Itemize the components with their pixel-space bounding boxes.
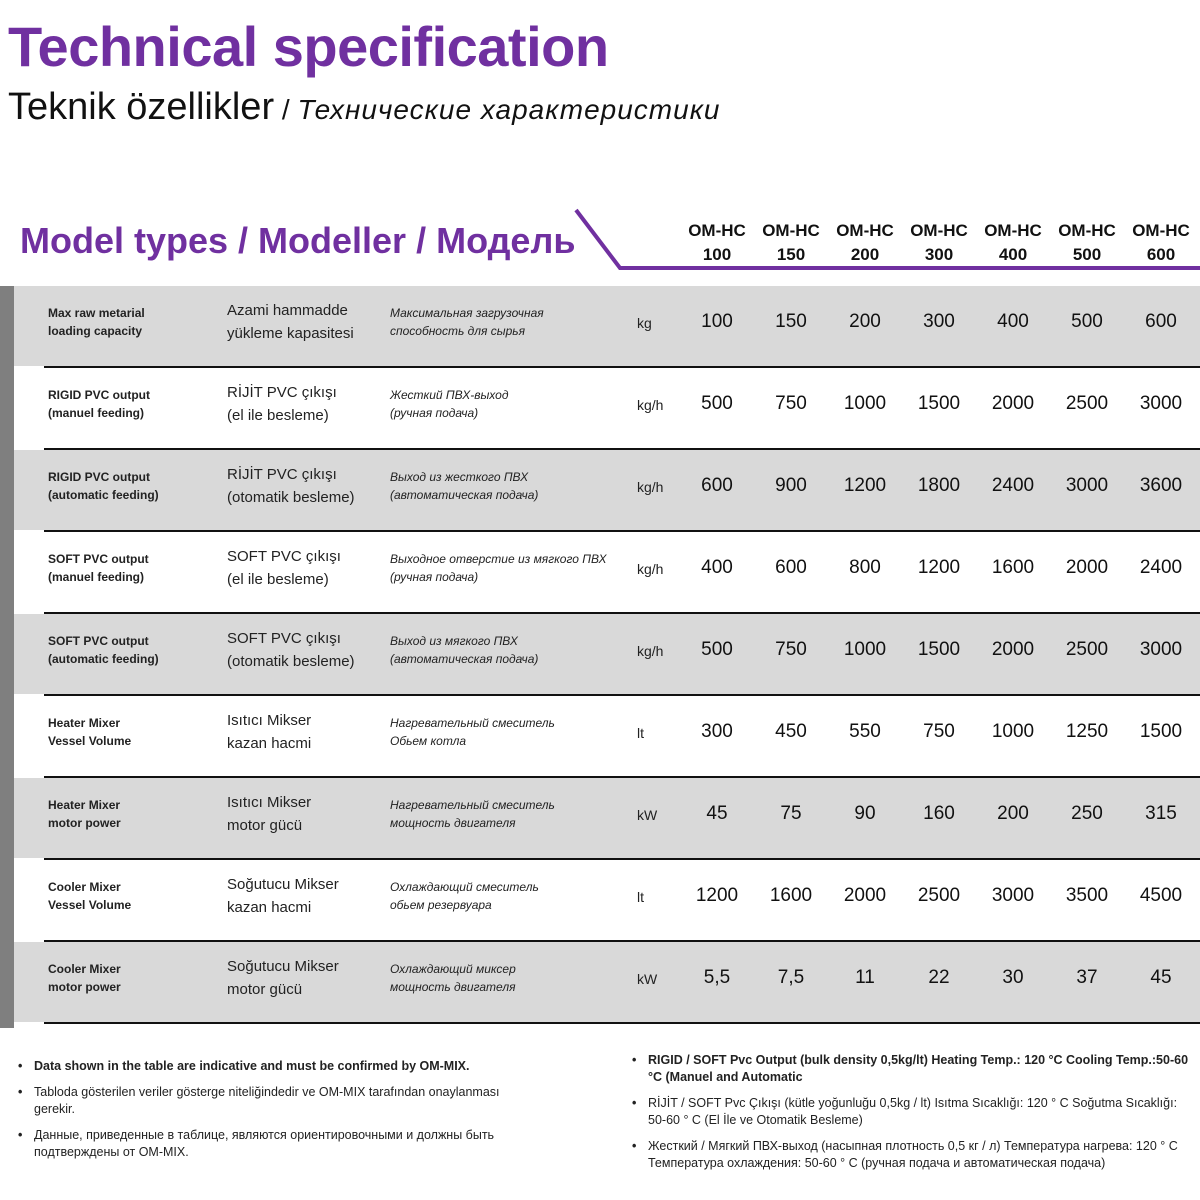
row-label-en-line: Vessel Volume: [48, 734, 132, 748]
row-value: 1600: [991, 557, 1035, 578]
row-label-tr: [227, 299, 387, 345]
model-header: [680, 219, 754, 267]
row-label-ru: [390, 878, 630, 914]
subtitle-separator: /: [274, 94, 298, 125]
row-value: 160: [923, 803, 955, 824]
row-label-tr-line: RİJİT PVC çıkışı: [227, 384, 337, 401]
row-label-en-line: RIGID PVC output: [48, 388, 150, 402]
model-header: [754, 219, 828, 267]
row-label-en-line: SOFT PVC output: [48, 552, 149, 566]
model-header: [976, 219, 1050, 267]
row-value: 3000: [1139, 393, 1183, 414]
row-label-tr-line: Azami hammadde: [227, 302, 348, 319]
row-value: 2000: [991, 393, 1035, 414]
row-label-en-line: motor power: [48, 816, 121, 830]
row-value: 1200: [843, 475, 887, 496]
row-label-ru-line: Выход из жесткого ПВХ: [390, 470, 529, 484]
model-header-size: 150: [776, 245, 806, 264]
row-value: 2500: [1065, 393, 1109, 414]
row-value: 200: [849, 311, 881, 332]
model-header-size: 500: [1072, 245, 1102, 264]
row-label-tr: [227, 627, 387, 673]
row-value: 500: [1071, 311, 1103, 332]
row-label-ru: [390, 468, 630, 504]
row-value: 600: [701, 475, 733, 496]
row-value: 100: [701, 311, 733, 332]
row-divider: [44, 1022, 1200, 1024]
row-label-tr-line: SOFT PVC çıkışı: [227, 630, 341, 647]
row-label-ru-line: Выход из мягкого ПВХ: [390, 634, 518, 648]
row-value: 7,5: [777, 967, 805, 988]
row-label-ru-line: (автоматическая подача): [390, 652, 539, 666]
row-label-en: [48, 714, 218, 750]
row-label-en-line: (automatic feeding): [48, 652, 159, 666]
row-label-en: [48, 796, 218, 832]
row-value: 1250: [1065, 721, 1109, 742]
notes-right: [622, 1052, 1198, 1181]
row-label-tr-line: Soğutucu Mikser: [227, 876, 339, 893]
row-label-en-line: Max raw metarial: [48, 306, 145, 320]
row-label-en: [48, 960, 218, 996]
row-value: 1600: [769, 885, 813, 906]
model-header-name: OM-HC: [1058, 221, 1116, 240]
row-value: 800: [849, 557, 881, 578]
row-value: 500: [701, 639, 733, 660]
row-label-en-line: motor power: [48, 980, 121, 994]
row-label-ru-line: (ручная подача): [390, 406, 479, 420]
row-label-ru-line: мощность двигателя: [390, 980, 516, 994]
row-unit: kg/h: [637, 397, 664, 413]
model-header-name: OM-HC: [688, 221, 746, 240]
model-header: [1124, 219, 1198, 267]
row-label-ru-line: Охлаждающий миксер: [390, 962, 516, 976]
row-value: 400: [701, 557, 733, 578]
row-label-en-line: (manuel feeding): [48, 570, 145, 584]
row-label-tr: [227, 545, 387, 591]
row-unit: kg/h: [637, 479, 664, 495]
row-value: 250: [1071, 803, 1103, 824]
row-label-en-line: Heater Mixer: [48, 798, 121, 812]
model-header-name: OM-HC: [1132, 221, 1190, 240]
row-label-tr-line: motor gücü: [227, 817, 303, 834]
row-label-ru: [390, 960, 630, 996]
row-value: 2000: [991, 639, 1035, 660]
row-label-tr-line: motor gücü: [227, 981, 303, 998]
row-label-ru-line: (ручная подача): [390, 570, 479, 584]
row-value: 400: [997, 311, 1029, 332]
row-value: 150: [775, 311, 807, 332]
row-label-ru-line: Нагревательный смеситель: [390, 716, 555, 730]
row-unit: lt: [637, 889, 644, 905]
row-label-ru: [390, 714, 630, 750]
note-right-item: • Жесткий / Мягкий ПВХ-выход (насыпная плотность 0,5 кг / л) Температура нагрева: 120 ° C Температура охлаждения: 50-60 ° C (ручная подача и автоматическая подача): [622, 1138, 1198, 1172]
row-value: 4500: [1139, 885, 1183, 906]
row-value: 1200: [695, 885, 739, 906]
row-label-en-line: Cooler Mixer: [48, 962, 121, 976]
model-header-size: 200: [850, 245, 880, 264]
row-value: 2000: [1065, 557, 1109, 578]
row-label-ru-line: Максимальная загрузочная: [390, 306, 544, 320]
row-label-tr: [227, 791, 387, 837]
row-unit: kg: [637, 315, 652, 331]
row-value: 22: [928, 967, 950, 988]
row-label-ru-line: Охлаждающий смеситель: [390, 880, 539, 894]
row-label-en: [48, 632, 218, 668]
model-header-size: 400: [998, 245, 1028, 264]
row-label-en: [48, 468, 218, 504]
row-value: 2400: [1139, 557, 1183, 578]
row-value: 1800: [917, 475, 961, 496]
row-label-ru-line: мощность двигателя: [390, 816, 516, 830]
row-label-ru-line: (автоматическая подача): [390, 488, 539, 502]
row-label-tr-line: (el ile besleme): [227, 571, 329, 588]
note-right-item: • RIGID / SOFT Pvc Output (bulk density 0,5kg/lt) Heating Temp.: 120 °C Cooling Temp.:50-60 °C (Manuel and Automatic: [622, 1052, 1198, 1086]
row-label-tr-line: (el ile besleme): [227, 407, 329, 424]
row-label-ru: [390, 550, 630, 586]
row-unit: kg/h: [637, 561, 664, 577]
row-label-tr-line: Soğutucu Mikser: [227, 958, 339, 975]
row-label-tr: [227, 873, 387, 919]
model-header: [902, 219, 976, 267]
row-value: 200: [997, 803, 1029, 824]
row-label-tr-line: RİJİT PVC çıkışı: [227, 466, 337, 483]
note-left-item: • Tabloda gösterilen veriler gösterge niteliğindedir ve OM-MIX tarafından onaylanması gerekir.: [8, 1084, 508, 1118]
row-value: 1500: [917, 639, 961, 660]
row-label-en: [48, 304, 218, 340]
row-label-ru: [390, 632, 630, 668]
row-unit: lt: [637, 725, 644, 741]
row-value: 3000: [1065, 475, 1109, 496]
row-label-en-line: (manuel feeding): [48, 406, 145, 420]
row-value: 45: [706, 803, 728, 824]
row-label-tr: [227, 955, 387, 1001]
row-label-en-line: Heater Mixer: [48, 716, 121, 730]
row-value: 1000: [843, 639, 887, 660]
row-label-ru-line: Жесткий ПВХ-выход: [390, 388, 509, 402]
row-label-en-line: Cooler Mixer: [48, 880, 121, 894]
row-value: 900: [775, 475, 807, 496]
note-left-item: • Данные, приведенные в таблице, являются ориентировочными и должны быть подтверждены от OM-MIX.: [8, 1127, 508, 1161]
model-header-name: OM-HC: [984, 221, 1042, 240]
row-label-ru-line: способность для сырья: [390, 324, 525, 338]
row-label-tr: [227, 709, 387, 755]
row-label-en: [48, 386, 218, 422]
row-value: 500: [701, 393, 733, 414]
row-value: 1000: [991, 721, 1035, 742]
row-label-tr-line: Isıtıcı Mikser: [227, 794, 312, 811]
row-value: 450: [775, 721, 807, 742]
model-types-heading: Model types / Modeller / Модель: [20, 220, 576, 261]
row-label-tr-line: Isıtıcı Mikser: [227, 712, 312, 729]
row-label-ru: [390, 386, 630, 422]
model-header-size: 300: [924, 245, 954, 264]
row-value: 2400: [991, 475, 1035, 496]
row-value: 1500: [917, 393, 961, 414]
note-left-item: • Data shown in the table are indicative and must be confirmed by OM-MIX.: [8, 1058, 508, 1075]
row-value: 1200: [917, 557, 961, 578]
row-label-en: [48, 550, 218, 586]
row-value: 30: [1002, 967, 1024, 988]
row-value: 1000: [843, 393, 887, 414]
row-value: 550: [849, 721, 881, 742]
model-header: [1050, 219, 1124, 267]
row-unit: kW: [637, 807, 658, 823]
row-label-ru-line: Обьем котла: [390, 734, 467, 748]
row-value: 75: [780, 803, 802, 824]
model-header: [828, 219, 902, 267]
row-label-ru: [390, 796, 630, 832]
row-value: 37: [1076, 967, 1098, 988]
row-label-tr: [227, 463, 387, 509]
row-label-en-line: RIGID PVC output: [48, 470, 150, 484]
row-label-en-line: Vessel Volume: [48, 898, 132, 912]
row-value: 750: [775, 639, 807, 660]
row-label-tr-line: SOFT PVC çıkışı: [227, 548, 341, 565]
row-label-ru: [390, 304, 630, 340]
table-side-bar: [0, 286, 14, 1028]
row-label-tr-line: (otomatik besleme): [227, 653, 355, 670]
row-value: 3500: [1065, 885, 1109, 906]
row-label-en-line: loading capacity: [48, 324, 143, 338]
row-value: 2500: [917, 885, 961, 906]
model-header-size: 600: [1146, 245, 1176, 264]
row-value: 750: [775, 393, 807, 414]
row-label-tr-line: kazan hacmi: [227, 735, 312, 752]
row-value: 300: [923, 311, 955, 332]
row-value: 1500: [1139, 721, 1183, 742]
row-value: 600: [1145, 311, 1177, 332]
row-value: 315: [1145, 803, 1177, 824]
row-value: 45: [1150, 967, 1172, 988]
row-label-tr: [227, 381, 387, 427]
row-value: 600: [775, 557, 807, 578]
row-label-ru-line: Выходное отверстие из мягкого ПВХ: [390, 552, 607, 566]
row-label-ru-line: обьем резервуара: [390, 898, 492, 912]
row-value: 3600: [1139, 475, 1183, 496]
row-label-tr-line: kazan hacmi: [227, 899, 312, 916]
row-value: 3000: [1139, 639, 1183, 660]
row-value: 90: [854, 803, 876, 824]
model-header-size: 100: [702, 245, 732, 264]
row-label-ru-line: Нагревательный смеситель: [390, 798, 555, 812]
row-value: 5,5: [703, 967, 731, 988]
row-value: 750: [923, 721, 955, 742]
row-value: 11: [855, 967, 875, 988]
row-label-tr-line: yükleme kapasitesi: [227, 325, 354, 342]
model-header-name: OM-HC: [910, 221, 968, 240]
page-title: Technical specification: [8, 15, 609, 78]
row-value: 2500: [1065, 639, 1109, 660]
subtitle-ru: Технические характеристики: [297, 94, 721, 125]
row-label-en-line: SOFT PVC output: [48, 634, 149, 648]
model-header-name: OM-HC: [762, 221, 820, 240]
row-value: 2000: [843, 885, 887, 906]
row-label-en: [48, 878, 218, 914]
model-header-name: OM-HC: [836, 221, 894, 240]
row-unit: kW: [637, 971, 658, 987]
notes-left: [8, 1058, 508, 1170]
row-value: 300: [701, 721, 733, 742]
row-unit: kg/h: [637, 643, 664, 659]
row-label-tr-line: (otomatik besleme): [227, 489, 355, 506]
row-label-en-line: (automatic feeding): [48, 488, 159, 502]
row-value: 3000: [991, 885, 1035, 906]
subtitle-tr: Teknik özellikler: [8, 86, 275, 128]
note-right-item: • RİJİT / SOFT Pvc Çıkışı (kütle yoğunluğu 0,5kg / lt) Isıtma Sıcaklığı: 120 ° C Soğutma Sıcaklığı: 50-60 ° C (El İle ve Otomatik Besleme): [622, 1095, 1198, 1129]
